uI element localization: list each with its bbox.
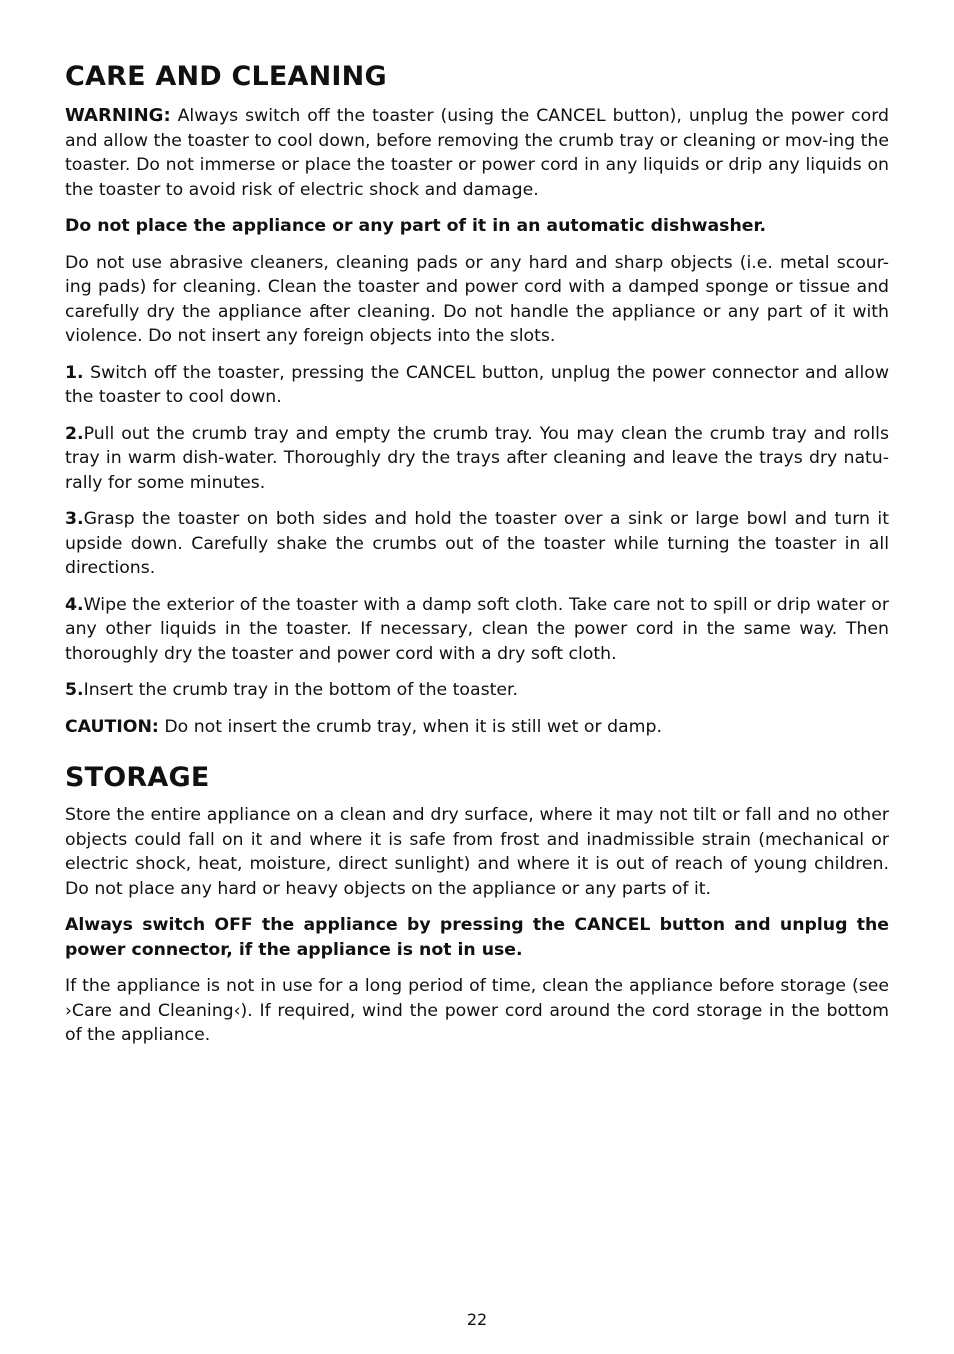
step-number: 3. [65,509,84,529]
step-text: Insert the crumb tray in the bottom of the toaster. [83,680,519,700]
caution-paragraph [65,715,889,740]
page-number: 22 [466,1310,488,1329]
step-5 [65,678,889,703]
step-2 [65,422,889,496]
step-text: Grasp the toaster on both sides and hold the toaster over a sink or large bowl and turn it upside down. Carefully shake the crumbs out of the toaster while turning the toaster in all directions. [65,509,889,578]
storage-bold-note: Always switch OFF the appliance by pressing the CANCEL button and unplug the power connector, if the appliance is not in use. [65,915,889,960]
warning-paragraph [65,104,889,202]
warning-text: Always switch off the toaster (using the CANCEL button), unplug the power cord and allow the toaster to cool down, before removing the crumb tray or cleaning or mov-ing the toaster. Do not immerse or place the toaster or power cord in any liquids or drip any liquids on the toaster to avoid risk of electric shock and damage. [65,106,889,200]
abrasive-paragraph: Do not use abrasive cleaners, cleaning pads or any hard and sharp objects (i.e. metal scour-ing pads) for cleaning. Clean the toaster and power cord with a damped sponge or tissue and carefully dry the appliance after cleaning. Do not handle the appliance or any part of it with violence. Do not insert any foreign objects into the slots. [65,252,889,346]
step-4 [65,593,889,667]
dishwasher-note: Do not place the appliance or any part of it in an automatic dishwasher. [65,216,767,236]
step-3 [65,507,889,581]
warning-label: WARNING: [65,105,171,126]
storage-long-period-paragraph: If the appliance is not in use for a long period of time, clean the appliance before storage (see ›Care and Cleaning‹). If required, wind the power cord around the cord storage in the bottom of the appliance. [65,976,889,1045]
step-text: Wipe the exterior of the toaster with a damp soft cloth. Take care not to spill or drip water or any other liquids in the toaster. If necessary, clean the power cord in the same way. Then thoroughly dry the toaster and power cord with a dry soft cloth. [65,594,889,664]
step-number: 2. [65,423,84,444]
step-number: 5. [65,680,84,700]
step-1 [65,361,889,410]
step-text: Switch off the toaster, pressing the CANCEL button, unplug the power connector and allow the toaster to cool down. [65,362,889,407]
caution-text: Do not insert the crumb tray, when it is still wet or damp. [158,716,662,737]
care-heading: CARE AND CLEANING [65,61,387,92]
caution-label: CAUTION: [65,716,159,737]
manual-page [65,60,889,1060]
step-number: 1. [65,362,84,383]
step-number: 4. [65,594,84,615]
storage-heading: STORAGE [65,762,210,793]
step-text: Pull out the crumb tray and empty the crumb tray. You may clean the crumb tray and rolls tray in warm dish-water. Thoroughly dry the trays after cleaning and leave the trays dry natu-rally for some minutes. [65,423,889,493]
storage-paragraph: Store the entire appliance on a clean and dry surface, where it may not tilt or fall and no other objects could fall on it and where it is safe from frost and inadmissible strain (mechanical or electric shock, heat, moisture, direct sunlight) and where it is out of reach of young children. Do not place any hard or heavy objects on the appliance or any parts of it. [65,805,889,899]
